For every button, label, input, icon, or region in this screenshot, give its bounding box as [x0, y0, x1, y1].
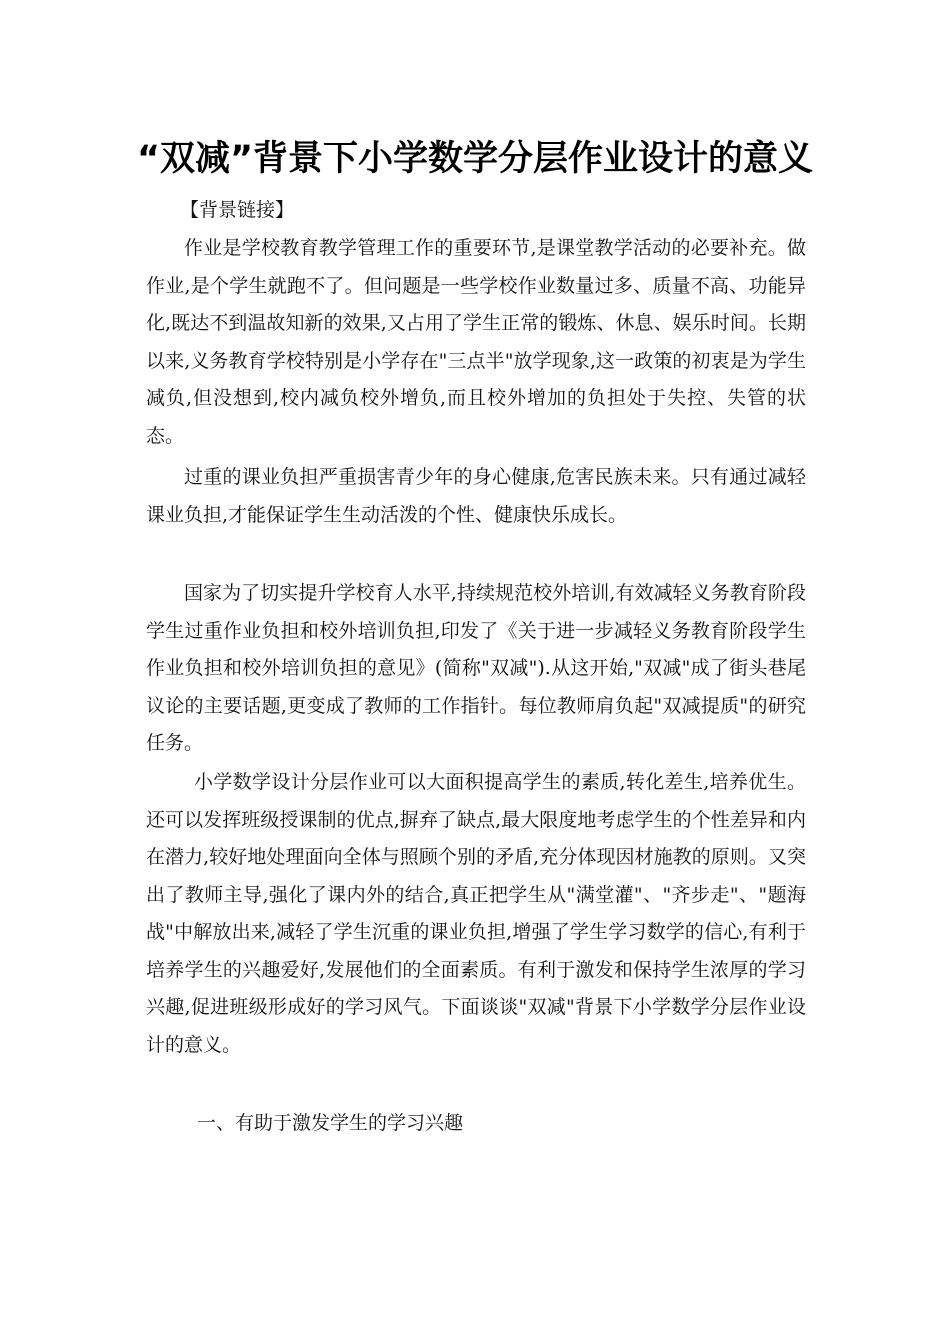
paragraph-2: 过重的课业负担严重损害青少年的身心健康,危害民族未来。只有通过减轻课业负担,才能保证学生生动活泼的个性、健康快乐成长。: [146, 466, 806, 526]
section-heading: 一、有助于激发学生的学习兴趣: [197, 1112, 464, 1134]
paragraph-1: 作业是学校教育教学管理工作的重要环节,是课堂教学活动的必要补充。做作业,是个学生就跑不了。但问题是一些学校作业数量过多、质量不高、功能异化,既达不到温故知新的效果,又占用了学生正常的锻炼、休息、娱乐时间。长期以来,义务教育学校特别是小学存在"三点半"放学现象,这一政策的初衷是为学生减负,但没想到,校内减负校外增负,而且校外增加的负担处于失控、失管的状态。: [146, 237, 806, 447]
background-link-label: 【背景链接】: [180, 199, 295, 221]
document-title: “双减”背景下小学数学分层作业设计的意义: [136, 139, 813, 180]
paragraph-4: 小学数学设计分层作业可以大面积提高学生的素质,转化差生,培养优生。还可以发挥班级授课制的优点,摒弃了缺点,最大限度地考虑学生的个性差异和内在潜力,较好地处理面向全体与照顾个别的矛盾,充分体现因材施教的原则。又突出了教师主导,强化了课内外的结合,真正把学生从"满堂灌"、"齐步走"、"题海战"中解放出来,减轻了学生沉重的课业负担,增强了学生学习数学的信心,有利于培养学生的兴趣爱好,发展他们的全面素质。有利于激发和保持学生浓厚的学习兴趣,促进班级形成好的学习风气。下面谈谈"双减"背景下小学数学分层作业设计的意义。: [146, 771, 806, 1056]
paragraph-3: 国家为了切实提升学校育人水平,持续规范校外培训,有效减轻义务教育阶段学生过重作业负担和校外培训负担,印发了《关于进一步减轻义务教育阶段学生作业负担和校外培训负担的意见》(简称"双减").从这开始,"双减"成了街头巷尾议论的主要话题,更变成了教师的工作指针。每位教师肩负起"双减提质"的研究任务。: [146, 582, 806, 754]
